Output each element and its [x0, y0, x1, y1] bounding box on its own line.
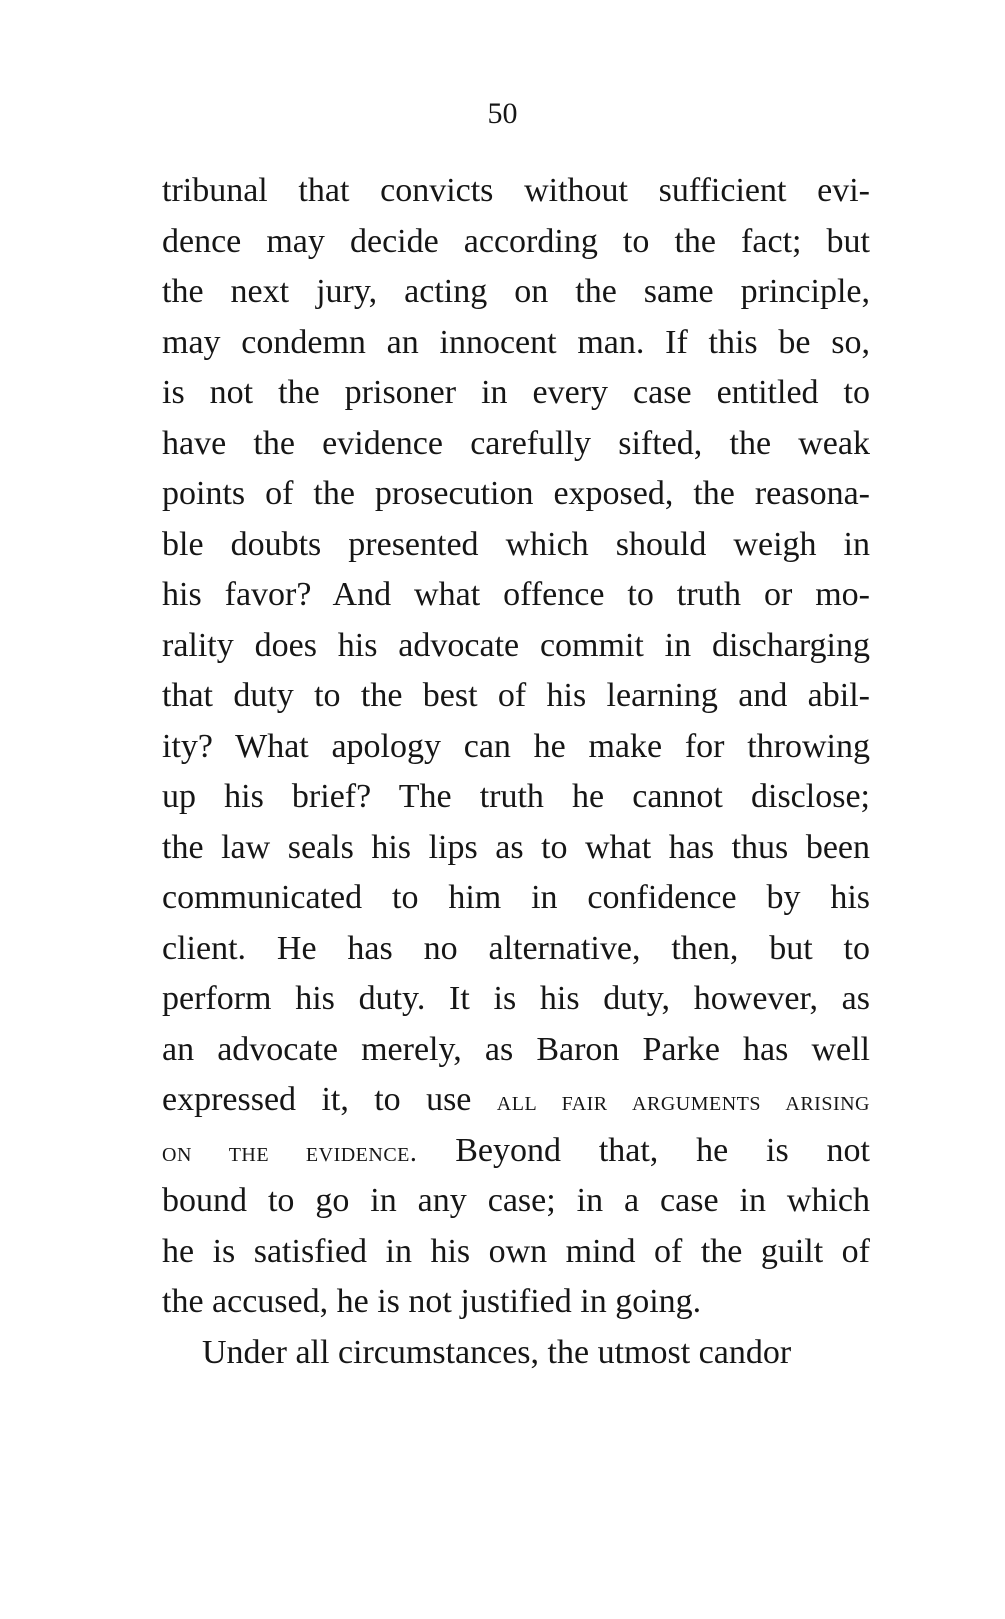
- text-line: Under all circumstances, the utmost candor: [202, 1333, 792, 1371]
- text-line: ity? What apology can he make for throwing: [162, 727, 870, 765]
- text-line: the next jury, acting on the same principle,: [162, 273, 870, 310]
- body-text: [162, 166, 870, 1378]
- text-line: dence may decide according to the fact; but: [162, 222, 870, 260]
- text-line: up his brief? The truth he cannot disclose;: [162, 778, 870, 815]
- text-line: client. He has no alternative, then, but to: [162, 929, 870, 967]
- text-line: rality does his advocate commit in discharging: [162, 626, 870, 664]
- text-line: is not the prisoner in every case entitled to: [162, 374, 870, 411]
- small-caps-phrase: all fair arguments arising: [496, 1086, 871, 1117]
- small-caps-phrase: on the evidence.: [162, 1136, 418, 1168]
- text-line: ble doubts presented which should weigh in: [162, 525, 870, 563]
- text-line-mixed: [162, 1126, 870, 1177]
- text-segment: Beyond that, he is not: [417, 1131, 871, 1169]
- text-line: may condemn an innocent man. If this be so,: [162, 323, 870, 361]
- text-line: the accused, he is not justified in going.: [162, 1283, 702, 1320]
- text-line: an advocate merely, as Baron Parke has well: [162, 1030, 870, 1068]
- text-line: tribunal that convicts without sufficient evi-: [162, 172, 870, 209]
- text-line-mixed: [162, 1075, 870, 1126]
- text-line: his favor? And what offence to truth or mo-: [162, 576, 870, 613]
- text-line: perform his duty. It is his duty, however, as: [162, 980, 870, 1017]
- text-line: he is satisfied in his own mind of the guilt of: [162, 1232, 870, 1270]
- text-line: have the evidence carefully sifted, the weak: [162, 424, 870, 462]
- text-line: communicated to him in confidence by his: [162, 879, 870, 916]
- page-number: 50: [487, 97, 518, 130]
- text-line: bound to go in any case; in a case in which: [162, 1182, 870, 1219]
- text-line: that duty to the best of his learning and abil-: [162, 677, 870, 714]
- text-segment: expressed it, to use: [162, 1081, 497, 1118]
- text-line: points of the prosecution exposed, the reasona-: [162, 475, 870, 512]
- text-line: the law seals his lips as to what has thus been: [162, 828, 870, 866]
